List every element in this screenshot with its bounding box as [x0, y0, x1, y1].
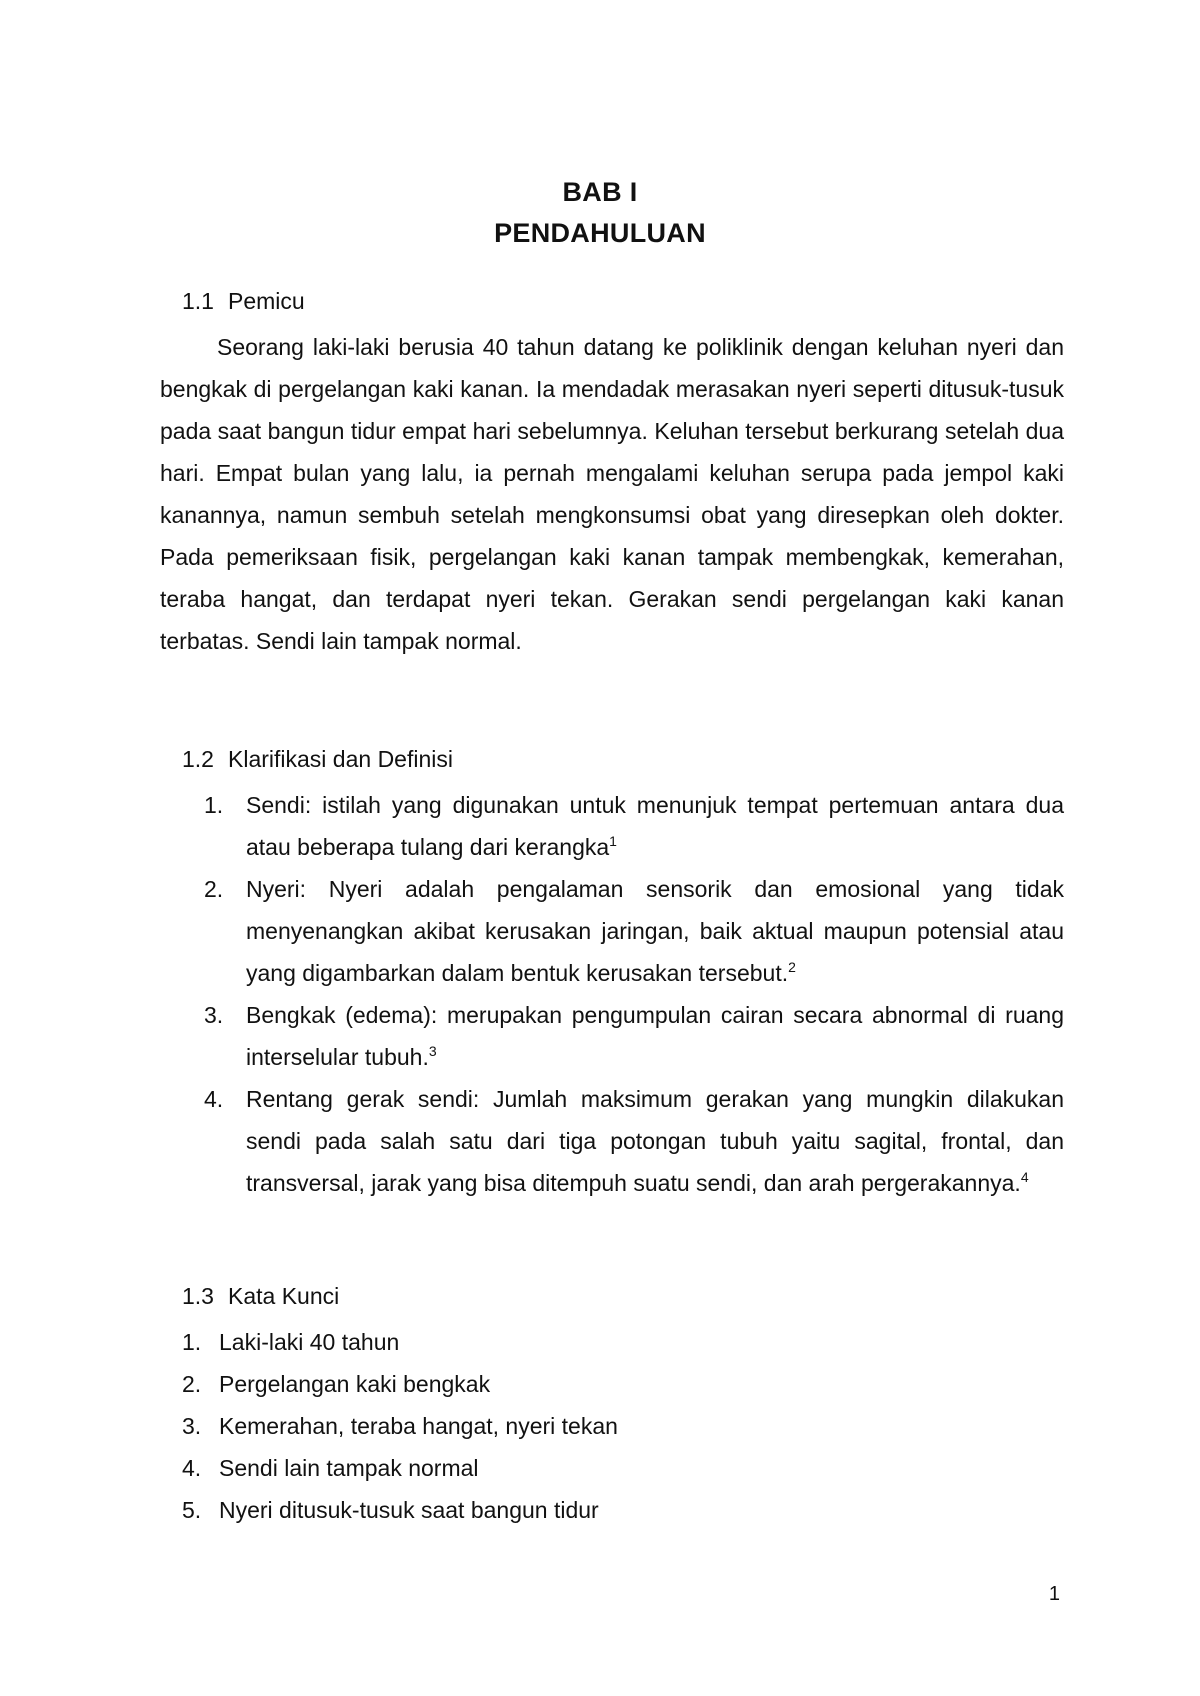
definition-list: [204, 784, 1064, 1204]
footnote-ref: 4: [1020, 1169, 1029, 1185]
definition-item: [204, 868, 1064, 994]
keyword-text: Laki-laki 40 tahun: [219, 1329, 400, 1355]
keyword-item: [182, 1321, 618, 1363]
list-marker: 4.: [182, 1455, 202, 1481]
footnote-ref: 1: [609, 833, 617, 849]
footnote-ref: 2: [788, 959, 796, 975]
section-heading-pemicu: [182, 288, 305, 315]
list-marker: 4.: [204, 1086, 224, 1112]
keyword-item: [182, 1405, 618, 1447]
definition-text: Bengkak (edema): merupakan pengumpulan cairan secara abnormal di ruang interselular tubuh.: [246, 1002, 1064, 1070]
section-heading-kata-kunci: [182, 1283, 339, 1310]
list-marker: 1.: [204, 792, 224, 818]
keyword-list: [182, 1321, 618, 1531]
list-marker: 3.: [204, 1002, 224, 1028]
definition-item: [204, 994, 1064, 1078]
keyword-text: Pergelangan kaki bengkak: [219, 1371, 491, 1397]
page-number: 1: [1048, 1583, 1060, 1605]
section-title: Klarifikasi dan Definisi: [228, 746, 453, 772]
section-number: 1.2: [182, 746, 214, 772]
keyword-item: [182, 1447, 618, 1489]
list-marker: 3.: [182, 1413, 202, 1439]
definition-item: [204, 1078, 1064, 1204]
section-number: 1.1: [182, 288, 214, 314]
section-title: Pemicu: [228, 288, 305, 314]
chapter-number: BAB I: [562, 177, 638, 207]
keyword-item: [182, 1363, 618, 1405]
list-marker: 2.: [182, 1371, 202, 1397]
definition-text: Nyeri: Nyeri adalah pengalaman sensorik dan emosional yang tidak menyenangkan akibat kerusakan jaringan, baik aktual maupun potensial atau yang digambarkan dalam bentuk kerusakan tersebut.: [246, 876, 1064, 986]
definition-text: Rentang gerak sendi: Jumlah maksimum gerakan yang mungkin dilakukan sendi pada salah satu dari tiga potongan tubuh yaitu sagital, frontal, dan transversal, jarak yang bisa ditempuh suatu sendi, dan arah pergerakannya.: [246, 1086, 1064, 1196]
footnote-ref: 3: [428, 1043, 437, 1059]
section-heading-klarifikasi: [182, 746, 453, 773]
definition-item: [204, 784, 1064, 868]
keyword-text: Nyeri ditusuk-tusuk saat bangun tidur: [219, 1497, 599, 1523]
keyword-text: Kemerahan, teraba hangat, nyeri tekan: [219, 1413, 618, 1439]
section-title: Kata Kunci: [228, 1283, 340, 1309]
chapter-title: PENDAHULUAN: [494, 218, 706, 248]
list-marker: 1.: [182, 1329, 202, 1355]
list-marker: 2.: [204, 876, 224, 902]
keyword-item: [182, 1489, 618, 1531]
keyword-text: Sendi lain tampak normal: [219, 1455, 479, 1481]
list-marker: 5.: [182, 1497, 202, 1523]
definition-text: Sendi: istilah yang digunakan untuk menunjuk tempat pertemuan antara dua atau beberapa tulang dari kerangka: [246, 792, 1064, 860]
section-paragraph-pemicu: Seorang laki-laki berusia 40 tahun datang ke poliklinik dengan keluhan nyeri dan bengkak di pergelangan kaki kanan. Ia mendadak merasakan nyeri seperti ditusuk-tusuk pada saat bangun tidur empat hari sebelumnya. Keluhan tersebut berkurang setelah dua hari. Empat bulan yang lalu, ia pernah mengalami keluhan serupa pada jempol kaki kanannya, namun sembuh setelah mengkonsumsi obat yang diresepkan oleh dokter. Pada pemeriksaan fisik, pergelangan kaki kanan tampak membengkak, kemerahan, teraba hangat, dan terdapat nyeri tekan. Gerakan sendi pergelangan kaki kanan terbatas. Sendi lain tampak normal.: [160, 334, 1064, 654]
section-number: 1.3: [182, 1283, 214, 1309]
